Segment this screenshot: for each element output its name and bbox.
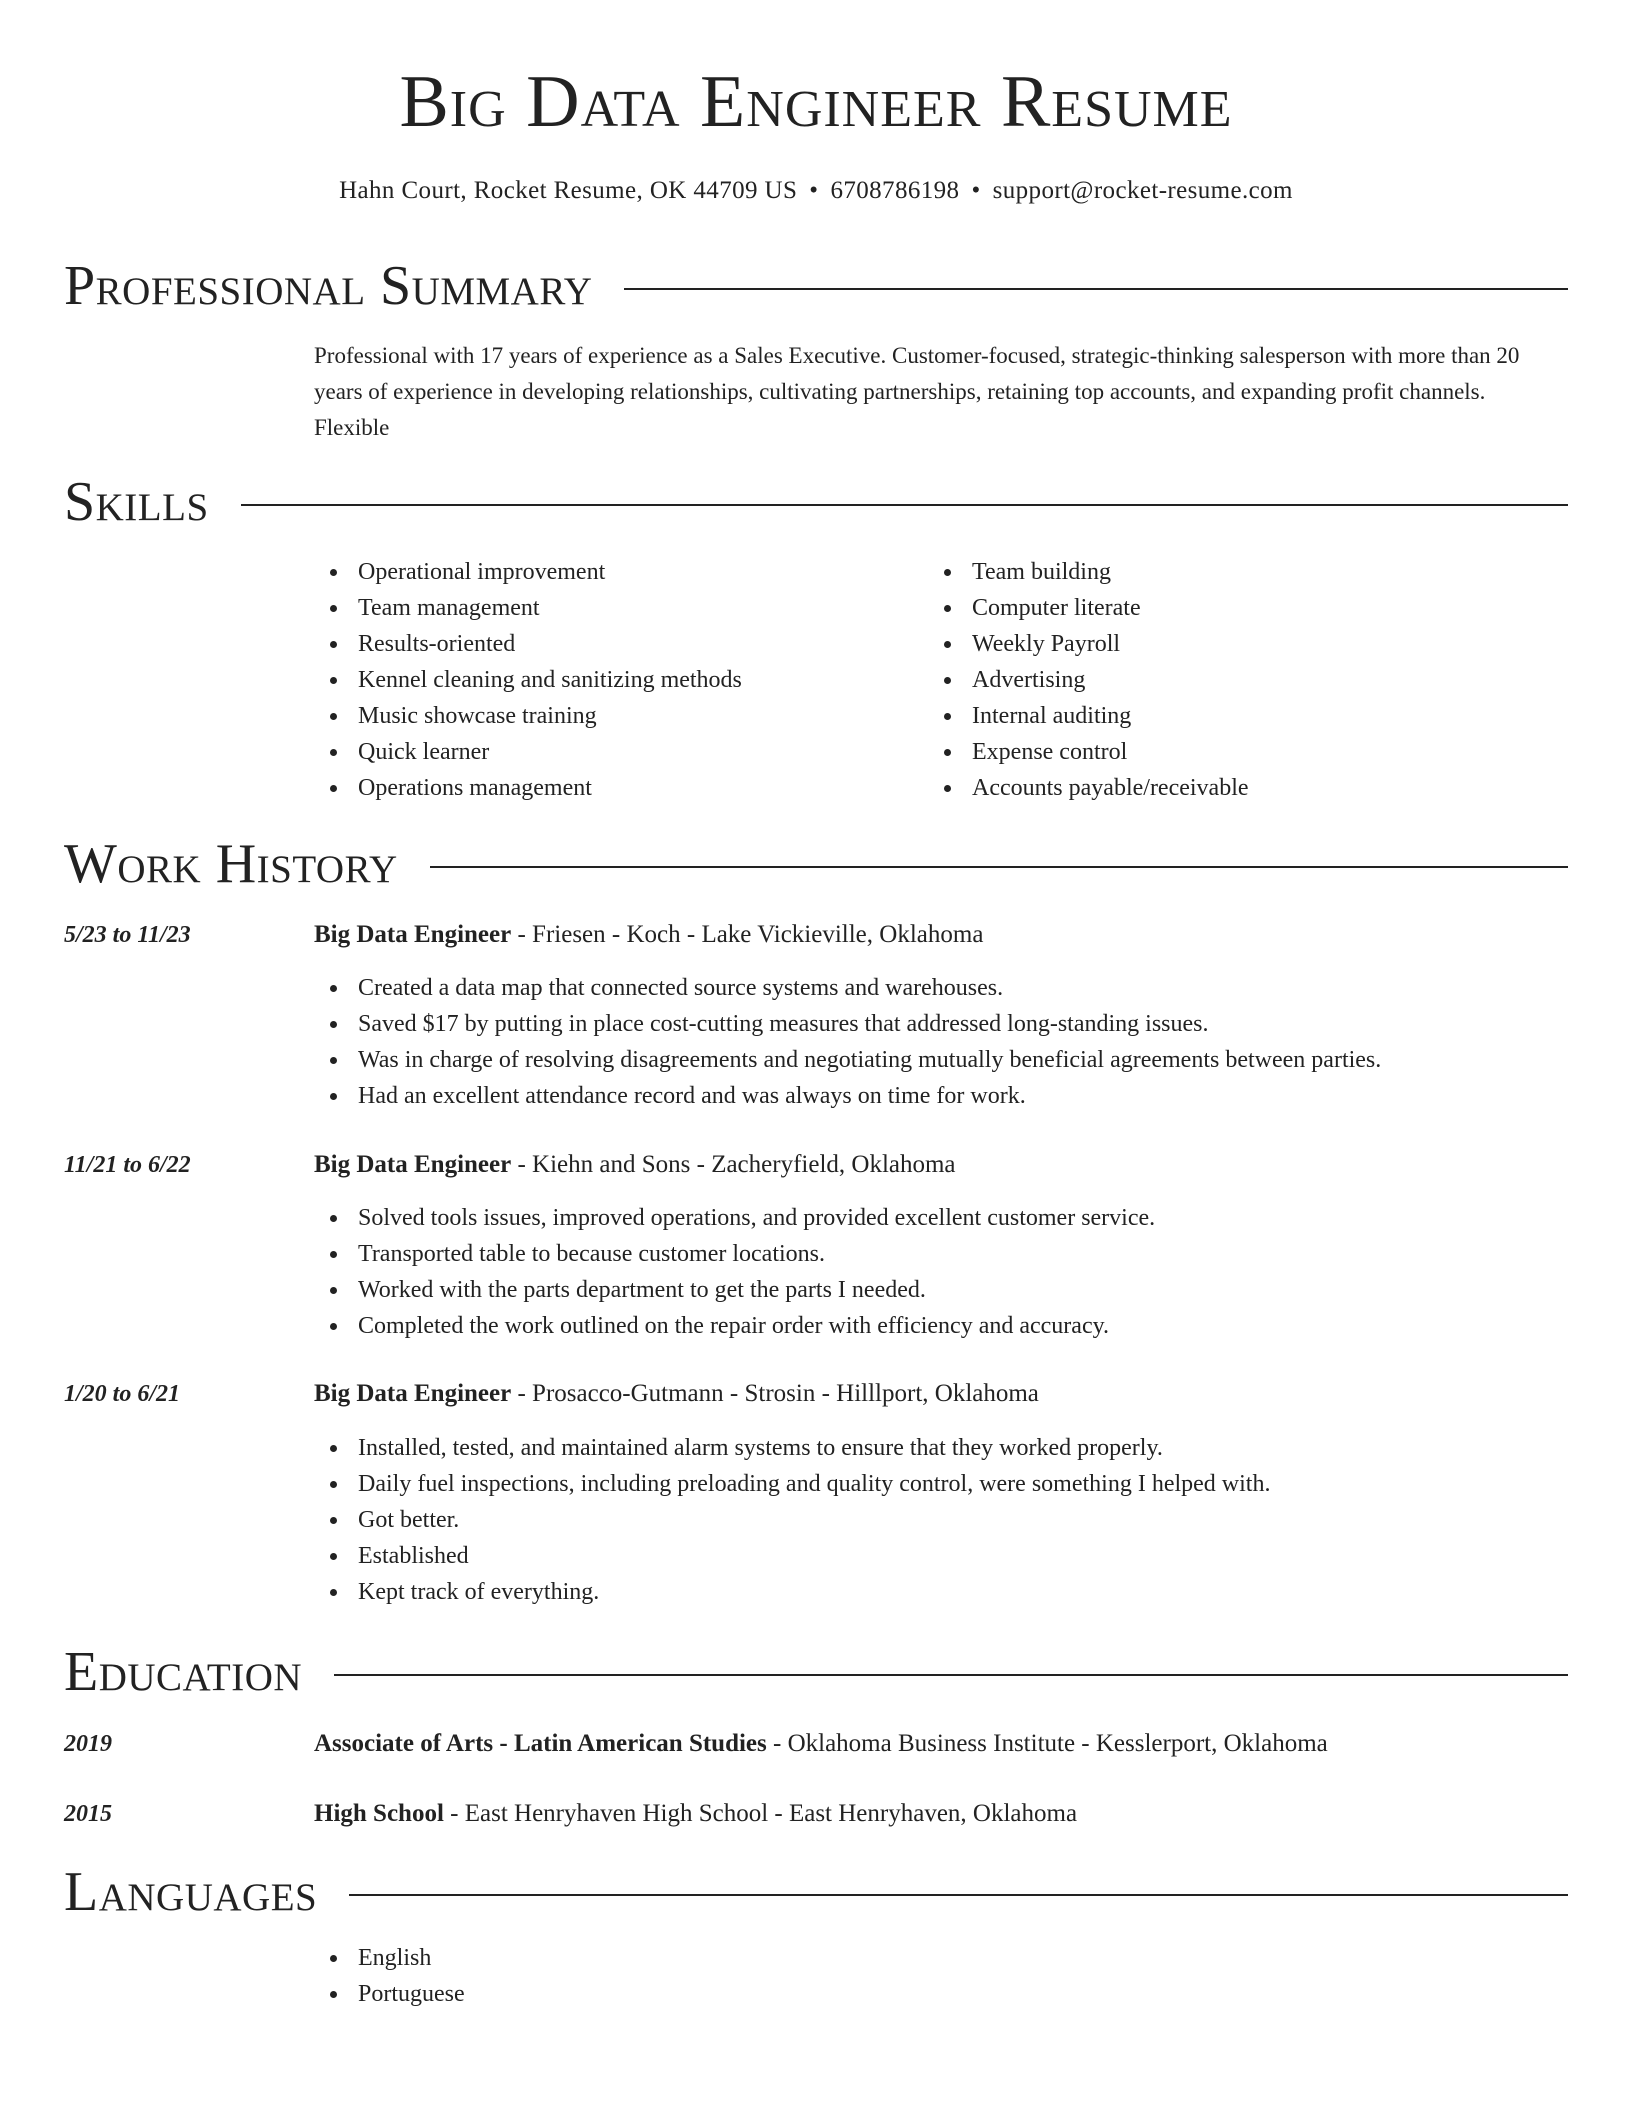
section-title: Professional Summary — [64, 255, 593, 317]
job-heading — [314, 1376, 1039, 1412]
skill-item: Operations management — [314, 770, 742, 806]
job-heading — [314, 917, 983, 953]
section-divider — [624, 288, 1568, 290]
job-title: Big Data Engineer — [314, 1380, 512, 1407]
education-details: - East Henryhaven High School - East Henryhaven, Oklahoma — [443, 1800, 1078, 1827]
education-entry — [314, 1796, 1077, 1832]
education-year: 2015 — [64, 1801, 112, 1827]
education-degree: High School — [314, 1800, 444, 1827]
skill-item: Weekly Payroll — [928, 626, 1249, 662]
section-title: Education — [64, 1641, 303, 1703]
contact-email[interactable]: support@rocket-resume.com — [992, 177, 1293, 204]
skill-item: Computer literate — [928, 590, 1249, 626]
job-dates: 5/23 to 11/23 — [64, 922, 191, 948]
skill-item: Expense control — [928, 734, 1249, 770]
job-bullet: Installed, tested, and maintained alarm systems to ensure that they worked properly. — [314, 1430, 1270, 1466]
job-bullet: Completed the work outlined on the repair order with efficiency and accuracy. — [314, 1308, 1155, 1344]
job-bullets — [314, 1200, 1155, 1344]
job-heading — [314, 1147, 956, 1183]
job-bullet: Kept track of everything. — [314, 1574, 1270, 1610]
job-bullet: Got better. — [314, 1502, 1270, 1538]
job-bullet: Created a data map that connected source systems and warehouses. — [314, 970, 1381, 1006]
education-degree: Associate of Arts - Latin American Studies — [314, 1730, 767, 1757]
education-year: 2019 — [64, 1731, 112, 1757]
job-dates: 1/20 to 6/21 — [64, 1381, 181, 1407]
summary-text: Professional with 17 years of experience as a Sales Executive. Customer-focused, strategic-thinking salesperson with more than 20 years of experience in developing relationships, cultivating partnerships, retaining top accounts, and expanding profit channels. Flexible — [314, 343, 1520, 440]
resume-title: Big Data Engineer Resume — [399, 61, 1233, 143]
skill-item: Accounts payable/receivable — [928, 770, 1249, 806]
skill-item: Quick learner — [314, 734, 742, 770]
contact-address: Hahn Court, Rocket Resume, OK 44709 US — [339, 177, 798, 204]
job-bullet: Had an excellent attendance record and was always on time for work. — [314, 1078, 1381, 1114]
skill-item: Results-oriented — [314, 626, 742, 662]
contact-separator: • — [971, 177, 981, 204]
section-header-skills — [64, 470, 1568, 534]
skills-list-right — [928, 554, 1249, 806]
education-entry — [314, 1726, 1328, 1762]
section-title: Skills — [64, 471, 209, 533]
skill-item: Operational improvement — [314, 554, 742, 590]
section-divider — [349, 1894, 1568, 1896]
contact-phone[interactable]: 6708786198 — [830, 177, 960, 204]
job-bullet: Saved $17 by putting in place cost-cutting measures that addressed long-standing issues. — [314, 1006, 1381, 1042]
skills-list-left — [314, 554, 742, 806]
languages-list — [314, 1940, 465, 2012]
contact-separator: • — [809, 177, 819, 204]
section-title: Languages — [64, 1861, 318, 1923]
job-bullet: Transported table to because customer locations. — [314, 1236, 1155, 1272]
skill-item: Team building — [928, 554, 1249, 590]
job-bullet: Solved tools issues, improved operations, and provided excellent customer service. — [314, 1200, 1155, 1236]
job-bullets — [314, 1430, 1270, 1610]
section-title: Work History — [64, 833, 398, 895]
job-title: Big Data Engineer — [314, 921, 512, 948]
job-dates: 11/21 to 6/22 — [64, 1152, 191, 1178]
skill-item: Advertising — [928, 662, 1249, 698]
job-bullet: Was in charge of resolving disagreements and negotiating mutually beneficial agreements between parties. — [314, 1042, 1381, 1078]
skill-item: Team management — [314, 590, 742, 626]
skill-item: Internal auditing — [928, 698, 1249, 734]
section-header-summary — [64, 254, 1568, 318]
section-divider — [334, 1674, 1568, 1676]
job-bullets — [314, 970, 1381, 1114]
job-details: - Kiehn and Sons - Zacheryfield, Oklahoma — [511, 1151, 956, 1178]
section-header-work-history — [64, 832, 1568, 896]
section-header-education — [64, 1640, 1568, 1704]
job-bullet: Daily fuel inspections, including preloading and quality control, were something I helped with. — [314, 1466, 1270, 1502]
job-details: - Prosacco-Gutmann - Strosin - Hilllport, Oklahoma — [511, 1380, 1039, 1407]
section-divider — [430, 866, 1568, 868]
job-bullet: Worked with the parts department to get the parts I needed. — [314, 1272, 1155, 1308]
language-item: Portuguese — [314, 1976, 465, 2012]
job-title: Big Data Engineer — [314, 1151, 512, 1178]
section-header-languages — [64, 1860, 1568, 1924]
education-details: - Oklahoma Business Institute - Kesslerport, Oklahoma — [766, 1730, 1328, 1757]
job-details: - Friesen - Koch - Lake Vickieville, Oklahoma — [511, 921, 984, 948]
skill-item: Kennel cleaning and sanitizing methods — [314, 662, 742, 698]
skill-item: Music showcase training — [314, 698, 742, 734]
language-item: English — [314, 1940, 465, 1976]
job-bullet: Established — [314, 1538, 1270, 1574]
section-divider — [241, 504, 1568, 506]
contact-line — [0, 174, 1632, 208]
